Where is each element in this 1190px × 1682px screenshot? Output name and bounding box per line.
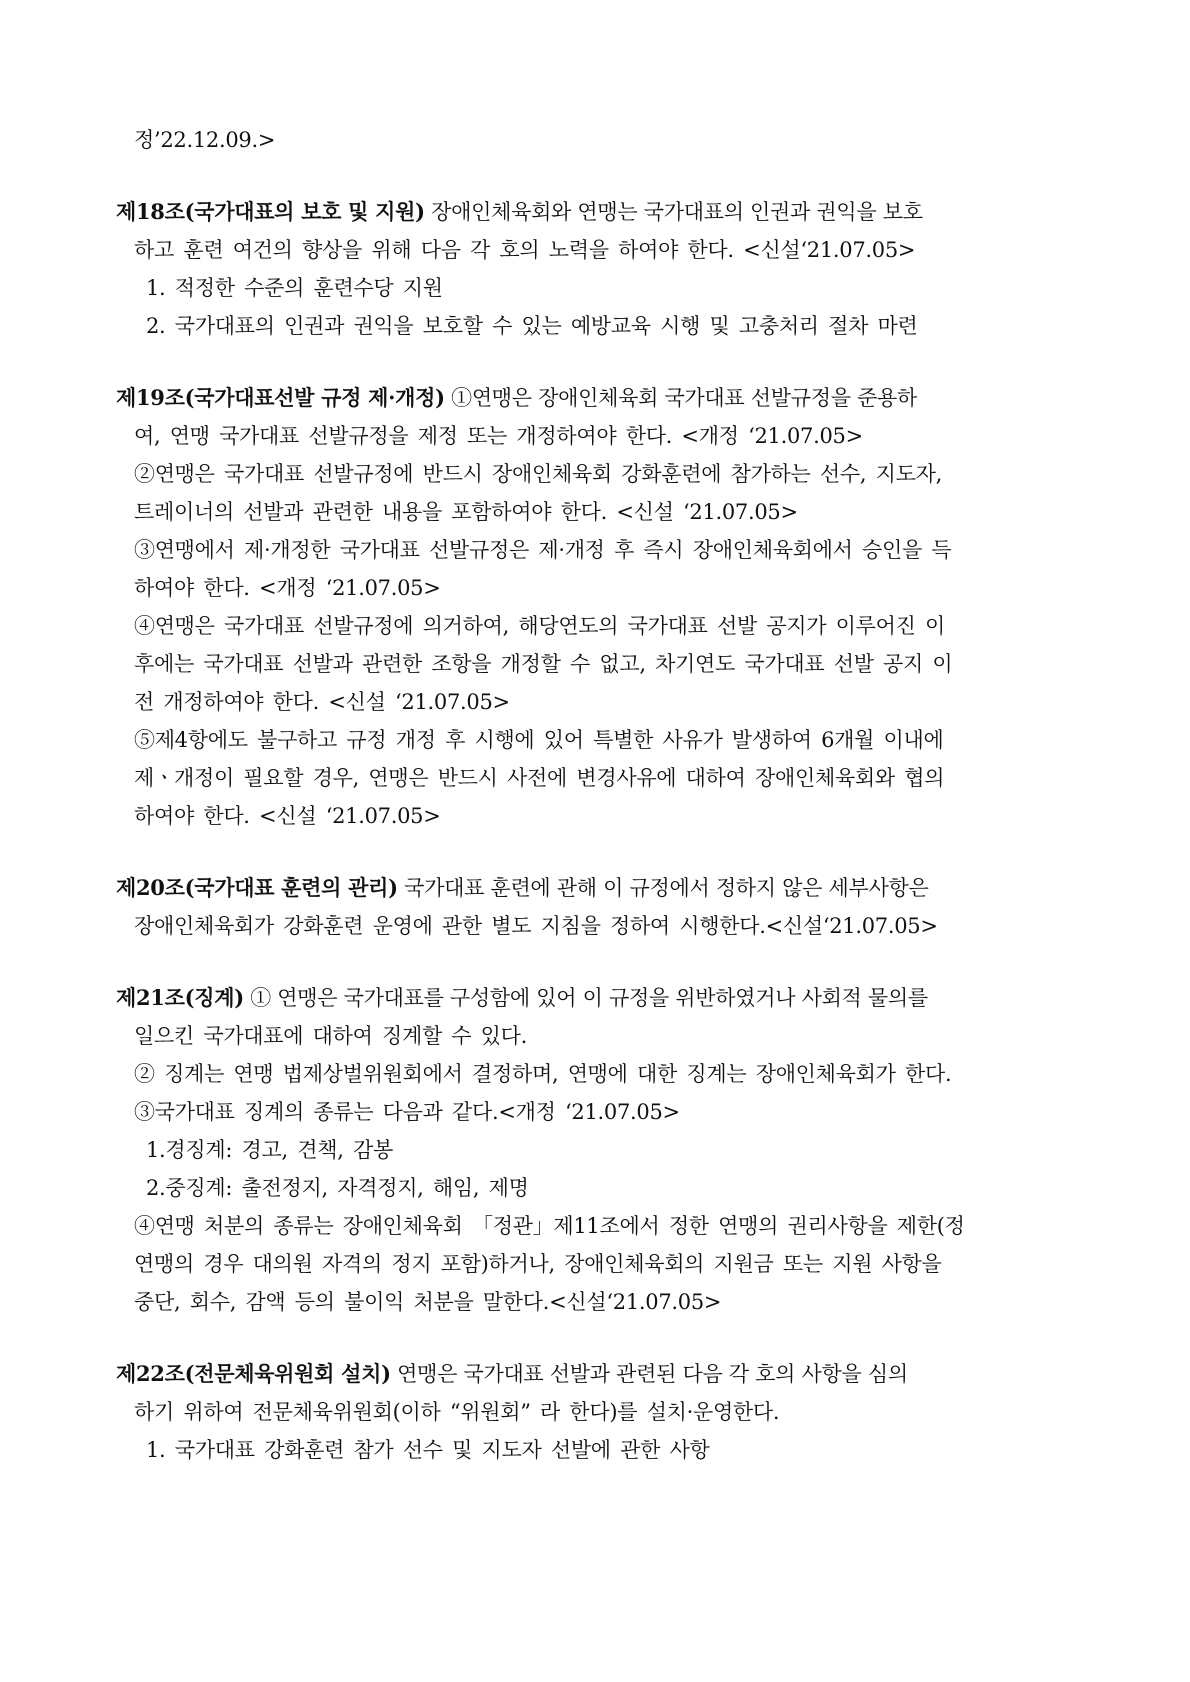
article-21-heading: 제21조(징계): [116, 985, 244, 1010]
article-22-heading: 제22조(전문체육위원회 설치): [116, 1361, 391, 1386]
article-19-para-4-line-2: 후에는 국가대표 선발과 관련한 조항을 개정할 수 없고, 차기연도 국가대표 선발 공지 이: [134, 652, 953, 676]
article-19-para-4-line-3: 전 개정하여야 한다. <신설 ‘21.07.05>: [134, 690, 510, 714]
article-20-line-1: 제20조(국가대표 훈련의 관리) 국가대표 훈련에 관해 이 규정에서 정하지 않은 세부사항은: [116, 875, 929, 900]
article-19-para-5-line-1: ⑤제4항에도 불구하고 규정 개정 후 시행에 있어 특별한 사유가 발생하여 6개월 이내에: [134, 728, 944, 752]
continuation-line: 정’22.12.09.>: [134, 128, 276, 152]
article-19-para-5-line-2: 제ㆍ개정이 필요할 경우, 연맹은 반드시 사전에 변경사유에 대하여 장애인체육회와 협의: [134, 766, 945, 790]
article-21-para-4-line-1: ④연맹 처분의 종류는 장애인체육회 「정관」제11조에서 정한 연맹의 권리사항을 제한(정: [134, 1214, 965, 1238]
article-18-heading: 제18조(국가대표의 보호 및 지원): [116, 199, 425, 224]
article-19-para-3-line-1: ③연맹에서 제·개정한 국가대표 선발규정은 제·개정 후 즉시 장애인체육회에서 승인을 득: [134, 538, 952, 562]
article-19-para-2-line-2: 트레이너의 선발과 관련한 내용을 포함하여야 한다. <신설 ‘21.07.05>: [134, 500, 798, 524]
article-21-line-2: 일으킨 국가대표에 대하여 징계할 수 있다.: [134, 1024, 528, 1048]
article-20-line-2: 장애인체육회가 강화훈련 운영에 관한 별도 지침을 정하여 시행한다.<신설‘21.07.05>: [134, 914, 938, 938]
article-21-line-1: 제21조(징계) ① 연맹은 국가대표를 구성함에 있어 이 규정을 위반하였거나 사회적 물의를: [116, 985, 928, 1010]
article-21-para-3: ③국가대표 징계의 종류는 다음과 같다.<개정 ‘21.07.05>: [134, 1100, 680, 1124]
article-19-line-2: 여, 연맹 국가대표 선발규정을 제정 또는 개정하여야 한다. <개정 ‘21.07.05>: [134, 424, 863, 448]
article-19-para-3-line-2: 하여야 한다. <개정 ‘21.07.05>: [134, 576, 441, 600]
article-19-para-4-line-1: ④연맹은 국가대표 선발규정에 의거하여, 해당연도의 국가대표 선발 공지가 이루어진 이: [134, 614, 945, 638]
article-18-item-1: 1. 적정한 수준의 훈련수당 지원: [146, 276, 443, 300]
article-18-line-1: 제18조(국가대표의 보호 및 지원) 장애인체육회와 연맹는 국가대표의 인권과 권익을 보호: [116, 199, 923, 224]
article-18-line-2: 하고 훈련 여건의 향상을 위해 다음 각 호의 노력을 하여야 한다. <신설‘21.07.05>: [134, 238, 916, 262]
article-21-item-2: 2.중징계: 출전정지, 자격정지, 해임, 제명: [146, 1176, 529, 1200]
article-21-item-1: 1.경징계: 경고, 견책, 감봉: [146, 1138, 393, 1162]
article-19-para-5-line-3: 하여야 한다. <신설 ‘21.07.05>: [134, 804, 441, 828]
article-22-item-1: 1. 국가대표 강화훈련 참가 선수 및 지도자 선발에 관한 사항: [146, 1438, 710, 1462]
article-18-item-2: 2. 국가대표의 인권과 권익을 보호할 수 있는 예방교육 시행 및 고충처리 절차 마련: [146, 314, 918, 338]
article-20-heading: 제20조(국가대표 훈련의 관리): [116, 875, 398, 900]
article-19-line-1: 제19조(국가대표선발 규정 제·개정) ①연맹은 장애인체육회 국가대표 선발규정을 준용하: [116, 385, 918, 410]
article-19-heading: 제19조(국가대표선발 규정 제·개정): [116, 385, 445, 410]
article-21-para-4-line-2: 연맹의 경우 대의원 자격의 정지 포함)하거나, 장애인체육회의 지원금 또는 지원 사항을: [134, 1252, 942, 1276]
article-21-para-2: ② 징계는 연맹 법제상벌위원회에서 결정하며, 연맹에 대한 징계는 장애인체육회가 한다.: [134, 1062, 952, 1086]
article-19-para-2-line-1: ②연맹은 국가대표 선발규정에 반드시 장애인체육회 강화훈련에 참가하는 선수, 지도자,: [134, 462, 942, 486]
article-21-para-4-line-3: 중단, 회수, 감액 등의 불이익 처분을 말한다.<신설‘21.07.05>: [134, 1290, 722, 1314]
article-22-line-2: 하기 위하여 전문체육위원회(이하 “위원회” 라 한다)를 설치·운영한다.: [134, 1400, 780, 1424]
article-22-line-1: 제22조(전문체육위원회 설치) 연맹은 국가대표 선발과 관련된 다음 각 호의 사항을 심의: [116, 1361, 908, 1386]
